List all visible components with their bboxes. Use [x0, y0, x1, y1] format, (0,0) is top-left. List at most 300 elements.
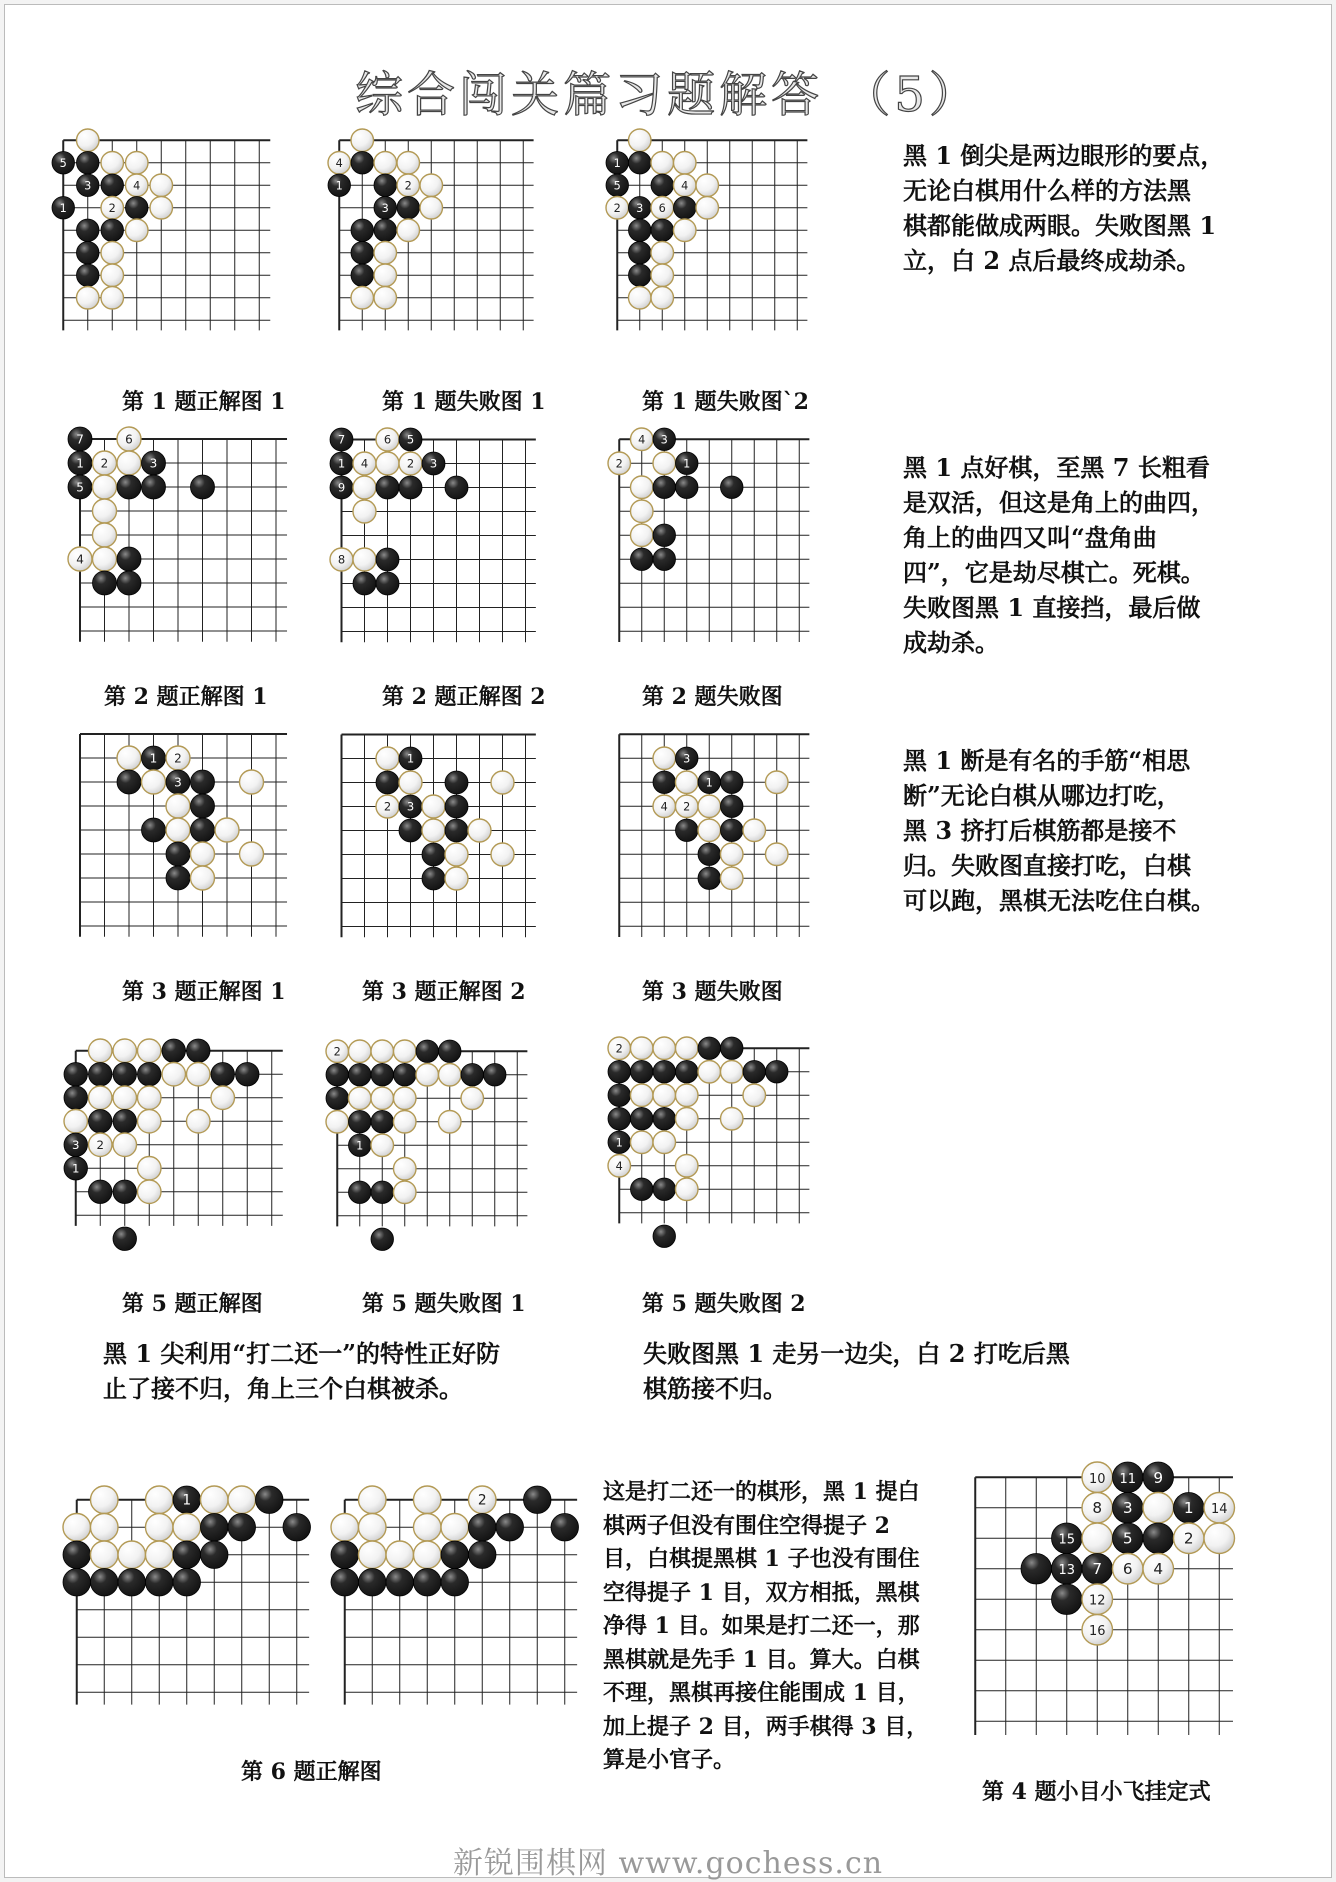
white-stone: [166, 818, 190, 842]
white-stone: [215, 818, 239, 842]
move-number: 3: [149, 456, 158, 471]
white-stone: [651, 241, 674, 264]
black-stone: [89, 1110, 113, 1134]
move-number: 2: [615, 1042, 623, 1056]
white-stone: [651, 196, 674, 219]
white-stone: [397, 174, 420, 197]
white-stone: [651, 151, 674, 174]
white-stone: [138, 1180, 162, 1204]
white-stone: [187, 1063, 211, 1087]
caption-p5c: 第 5 题失败图 2: [642, 1291, 806, 1317]
caption-p3c: 第 3 题失败图: [642, 979, 783, 1005]
white-stone: [376, 795, 399, 818]
white-stone: [606, 196, 629, 219]
move-number: 2: [682, 800, 691, 814]
black-stone: [351, 241, 374, 264]
black-stone: [445, 819, 468, 842]
move-number: 1: [149, 751, 158, 766]
black-stone: [353, 572, 376, 595]
black-stone: [63, 1541, 91, 1569]
black-stone: [191, 818, 215, 842]
black-stone: [351, 219, 374, 242]
white-stone: [673, 174, 696, 197]
move-number: 3: [174, 775, 182, 790]
move-number: 5: [76, 480, 84, 495]
black-stone: [397, 196, 420, 219]
white-stone: [651, 286, 674, 309]
black-stone: [228, 1514, 256, 1542]
black-stone: [399, 476, 422, 499]
white-stone: [138, 1157, 162, 1181]
white-stone: [675, 1154, 698, 1177]
black-stone: [330, 428, 353, 451]
black-stone: [461, 1063, 484, 1086]
move-number: 5: [59, 156, 67, 170]
black-stone: [201, 1541, 229, 1569]
white-stone: [348, 1040, 371, 1063]
black-stone: [608, 1131, 631, 1154]
white-stone: [374, 286, 397, 309]
white-stone: [397, 151, 420, 174]
white-stone: [101, 286, 124, 309]
board-p2c: [606, 426, 813, 645]
move-number: 6: [125, 432, 133, 447]
white-stone: [1082, 1584, 1113, 1615]
white-stone: [445, 867, 468, 890]
caption-p1b: 第 1 题失败图 1: [382, 389, 546, 415]
white-stone: [191, 842, 215, 866]
black-stone: [374, 219, 397, 242]
black-stone: [608, 1107, 631, 1130]
white-stone: [93, 475, 117, 499]
white-stone: [138, 1086, 162, 1110]
black-stone: [469, 1514, 497, 1542]
white-stone: [89, 1086, 113, 1110]
caption-p1a: 第 1 题正解图 1: [122, 389, 286, 415]
white-stone: [393, 1110, 416, 1133]
move-number: 4: [335, 156, 343, 170]
black-stone: [1051, 1584, 1082, 1615]
white-stone: [422, 819, 445, 842]
black-stone: [166, 770, 190, 794]
black-stone: [675, 452, 698, 475]
white-stone: [173, 1514, 201, 1542]
black-stone: [117, 571, 141, 595]
black-stone: [653, 771, 676, 794]
black-stone: [187, 1039, 211, 1063]
white-stone: [698, 1060, 721, 1083]
white-stone: [330, 548, 353, 571]
white-stone: [138, 1110, 162, 1134]
move-number: 1: [335, 179, 343, 193]
move-number: 1: [613, 156, 621, 170]
white-stone: [422, 795, 445, 818]
move-number: 1: [337, 456, 345, 471]
black-stone: [68, 451, 92, 475]
black-stone: [422, 843, 445, 866]
white-stone: [191, 866, 215, 890]
move-number: 6: [658, 201, 666, 215]
white-stone: [138, 1039, 162, 1063]
white-stone: [630, 1131, 653, 1154]
white-stone: [371, 1134, 394, 1157]
white-stone: [91, 1514, 119, 1542]
move-number: 2: [96, 1138, 105, 1153]
black-stone: [113, 1063, 137, 1087]
move-number: 3: [1122, 1498, 1133, 1517]
white-stone: [374, 151, 397, 174]
black-stone: [698, 867, 721, 890]
black-stone: [399, 428, 422, 451]
move-number: 3: [72, 1138, 80, 1153]
black-stone: [371, 1063, 394, 1086]
move-number: 1: [72, 1161, 80, 1176]
move-number: 2: [174, 751, 182, 766]
black-stone: [608, 1060, 631, 1083]
white-stone: [1204, 1492, 1235, 1523]
board-p5a: [62, 1037, 286, 1229]
white-stone: [720, 843, 743, 866]
white-stone: [1082, 1492, 1113, 1523]
black-stone: [211, 1063, 235, 1087]
black-stone: [330, 476, 353, 499]
black-stone: [630, 1107, 653, 1130]
white-stone: [353, 452, 376, 475]
board-p1a: [50, 127, 273, 334]
white-stone: [630, 428, 653, 451]
white-stone: [125, 219, 148, 242]
white-stone: [393, 1087, 416, 1110]
white-stone: [376, 747, 399, 770]
black-stone: [142, 746, 166, 770]
white-stone: [76, 129, 99, 152]
white-stone: [125, 151, 148, 174]
white-stone: [630, 524, 653, 547]
white-stone: [89, 1039, 113, 1063]
black-stone: [283, 1514, 311, 1542]
move-number: 4: [360, 456, 368, 471]
black-stone: [326, 1087, 349, 1110]
white-stone: [1173, 1523, 1204, 1554]
white-stone: [628, 129, 651, 152]
white-stone: [187, 1110, 211, 1134]
white-stone: [113, 1086, 137, 1110]
move-number: 4: [1153, 1559, 1163, 1578]
move-number: 7: [76, 432, 84, 447]
black-stone: [720, 795, 743, 818]
black-stone: [191, 794, 215, 818]
black-stone: [76, 241, 99, 264]
board-p3c: [606, 721, 813, 940]
black-stone: [348, 1063, 371, 1086]
white-stone: [351, 286, 374, 309]
black-stone: [173, 1569, 201, 1597]
white-stone: [118, 1541, 146, 1569]
black-stone: [1021, 1553, 1052, 1584]
white-stone: [696, 196, 719, 219]
move-number: 2: [383, 799, 391, 814]
white-stone: [491, 843, 514, 866]
white-stone: [113, 1039, 137, 1063]
move-number: 9: [1153, 1468, 1163, 1487]
white-stone: [673, 151, 696, 174]
caption-p3a: 第 3 题正解图 1: [122, 979, 286, 1005]
black-stone: [64, 1063, 88, 1087]
white-stone: [397, 219, 420, 242]
black-stone: [52, 196, 75, 219]
move-number: 9: [337, 480, 345, 495]
move-number: 1: [182, 1492, 192, 1509]
white-stone: [673, 219, 696, 242]
board-p1c: [604, 127, 811, 334]
white-stone: [608, 1154, 631, 1177]
move-number: 4: [660, 800, 668, 814]
move-number: 5: [1122, 1529, 1133, 1548]
black-stone: [628, 219, 651, 242]
black-stone: [551, 1514, 579, 1542]
white-stone: [414, 1514, 442, 1542]
white-stone: [359, 1486, 387, 1514]
black-stone: [653, 476, 676, 499]
caption-p2a: 第 2 题正解图 1: [104, 684, 268, 710]
text-p6: 这是打二还一的棋形，黑 1 提白 棋两子但没有围住空得提子 2 目，白棋提黑棋 1 子也没有围住 空得提子 1 目，双方相抵，黑棋 净得 1 目。如果是打二还一，那 黑棋就是先手 1 目。算大。白棋 不理，黑棋再接住能围成 1 目， 加上提子 2 目，两手棋得 3 目， 算是小官子。: [603, 1479, 929, 1773]
black-stone: [376, 771, 399, 794]
move-number: 3: [635, 201, 644, 215]
black-stone: [331, 1541, 359, 1569]
caption-p3b: 第 3 题正解图 2: [362, 979, 526, 1005]
black-stone: [166, 866, 190, 890]
move-number: 13: [1058, 1562, 1075, 1578]
black-stone: [89, 1063, 113, 1087]
white-stone: [630, 1084, 653, 1107]
black-stone: [374, 196, 397, 219]
black-stone: [68, 475, 92, 499]
black-stone: [64, 1157, 88, 1181]
black-stone: [376, 476, 399, 499]
white-stone: [438, 1110, 461, 1133]
board-p3a: [66, 720, 290, 940]
text-p3: 黑 1 断是有名的手筋“相思 断”无论白棋从哪边打吃， 黑 3 挤打后棋筋都是接不 归。失败图直接打吃，白棋 可以跑，黑棋无法吃住白棋。: [903, 746, 1215, 915]
white-stone: [608, 452, 631, 475]
white-stone: [146, 1486, 174, 1514]
white-stone: [675, 795, 698, 818]
white-stone: [630, 500, 653, 523]
black-stone: [117, 770, 141, 794]
move-number: 1: [615, 1136, 623, 1150]
white-stone: [416, 1063, 439, 1086]
white-stone: [117, 746, 141, 770]
white-stone: [348, 1087, 371, 1110]
white-stone: [393, 1157, 416, 1180]
black-stone: [162, 1039, 186, 1063]
move-number: 16: [1088, 1623, 1106, 1639]
footer-watermark: 新锐围棋网 www.gochess.cn: [452, 1846, 884, 1881]
black-stone: [630, 1178, 653, 1201]
black-stone: [653, 524, 676, 547]
black-stone: [630, 548, 653, 571]
white-stone: [201, 1486, 229, 1514]
caption-p5a: 第 5 题正解图: [122, 1291, 263, 1317]
black-stone: [52, 151, 75, 174]
black-stone: [91, 1569, 119, 1597]
black-stone: [1051, 1553, 1082, 1584]
white-stone: [420, 196, 443, 219]
white-stone: [1204, 1523, 1235, 1554]
white-stone: [469, 1486, 497, 1514]
board-p1b: [326, 127, 537, 334]
black-stone: [441, 1541, 469, 1569]
black-stone: [191, 475, 215, 499]
white-stone: [720, 1107, 743, 1130]
white-stone: [113, 1133, 137, 1157]
black-stone: [236, 1063, 260, 1087]
white-stone: [240, 842, 264, 866]
white-stone: [491, 771, 514, 794]
black-stone: [117, 547, 141, 571]
white-stone: [720, 867, 743, 890]
white-stone: [376, 452, 399, 475]
caption-p5b: 第 5 题失败图 1: [362, 1291, 526, 1317]
white-stone: [353, 548, 376, 571]
black-stone: [331, 1569, 359, 1597]
black-stone: [445, 476, 468, 499]
black-stone: [256, 1486, 284, 1514]
white-stone: [461, 1087, 484, 1110]
black-stone: [64, 1133, 88, 1157]
white-stone: [371, 1040, 394, 1063]
white-stone: [653, 1037, 676, 1060]
white-stone: [101, 151, 124, 174]
white-stone: [1143, 1553, 1174, 1584]
black-stone: [76, 219, 99, 242]
move-number: 3: [660, 433, 668, 447]
white-stone: [359, 1514, 387, 1542]
white-stone: [91, 1541, 119, 1569]
move-number: 2: [406, 456, 414, 471]
white-stone: [150, 196, 173, 219]
caption-p1c: 第 1 题失败图`2: [642, 389, 809, 415]
black-stone: [414, 1569, 442, 1597]
white-stone: [89, 1133, 113, 1157]
board-p2a: [66, 425, 290, 645]
black-stone: [76, 151, 99, 174]
move-number: 5: [613, 179, 621, 193]
caption-p2b: 第 2 题正解图 2: [382, 684, 546, 710]
black-stone: [483, 1063, 506, 1086]
caption-p4: 第 4 题小目小飞挂定式: [982, 1779, 1211, 1805]
white-stone: [353, 500, 376, 523]
white-stone: [211, 1086, 235, 1110]
move-number: 3: [381, 201, 389, 215]
board-p2b: [328, 426, 539, 645]
white-stone: [326, 1110, 349, 1133]
white-stone: [93, 547, 117, 571]
black-stone: [348, 1110, 371, 1133]
white-stone: [166, 794, 190, 818]
black-stone: [698, 1037, 721, 1060]
move-number: 4: [637, 433, 646, 447]
white-stone: [93, 499, 117, 523]
move-number: 2: [613, 201, 621, 215]
white-stone: [117, 451, 141, 475]
black-stone: [166, 842, 190, 866]
move-number: 2: [1183, 1529, 1194, 1548]
black-stone: [330, 452, 353, 475]
black-stone: [698, 771, 721, 794]
white-stone: [240, 770, 264, 794]
black-stone: [1051, 1523, 1082, 1554]
black-stone: [399, 819, 422, 842]
white-stone: [399, 771, 422, 794]
white-stone: [393, 1181, 416, 1204]
black-stone: [63, 1569, 91, 1597]
caption-p6: 第 6 题正解图: [241, 1759, 382, 1785]
black-stone: [371, 1228, 394, 1251]
move-number: 6: [1122, 1559, 1133, 1578]
move-number: 1: [76, 456, 84, 471]
black-stone: [376, 572, 399, 595]
black-stone: [76, 264, 99, 287]
white-stone: [675, 771, 698, 794]
white-stone: [765, 771, 788, 794]
black-stone: [608, 1084, 631, 1107]
move-number: 7: [1092, 1559, 1102, 1578]
black-stone: [386, 1569, 414, 1597]
black-stone: [653, 1225, 676, 1248]
black-stone: [201, 1514, 229, 1542]
black-stone: [68, 427, 92, 451]
move-number: 2: [100, 456, 109, 471]
black-stone: [606, 151, 629, 174]
black-stone: [1143, 1462, 1174, 1493]
black-stone: [351, 264, 374, 287]
white-stone: [146, 1514, 174, 1542]
white-stone: [142, 770, 166, 794]
black-stone: [675, 819, 698, 842]
white-stone: [228, 1486, 256, 1514]
white-stone: [653, 747, 676, 770]
white-stone: [101, 241, 124, 264]
white-stone: [146, 1541, 174, 1569]
black-stone: [191, 770, 215, 794]
white-stone: [743, 819, 766, 842]
black-stone: [142, 818, 166, 842]
white-stone: [331, 1514, 359, 1542]
white-stone: [125, 174, 148, 197]
black-stone: [138, 1063, 162, 1087]
white-stone: [630, 1037, 653, 1060]
white-stone: [371, 1087, 394, 1110]
black-stone: [142, 451, 166, 475]
black-stone: [1143, 1523, 1174, 1554]
white-stone: [653, 1084, 676, 1107]
white-stone: [326, 1040, 349, 1063]
move-number: 1: [682, 457, 691, 471]
white-stone: [438, 1063, 461, 1086]
text-p2: 黑 1 点好棋，至黑 7 长粗看 是双活，但这是角上的曲四， 角上的曲四又叫“盘角曲 四”，它是劫尽棋亡。死棋。 失败图黑 1 直接挡，最后做 成劫杀。: [903, 453, 1215, 657]
black-stone: [76, 174, 99, 197]
white-stone: [675, 1037, 698, 1060]
white-stone: [117, 427, 141, 451]
white-stone: [353, 476, 376, 499]
white-stone: [76, 286, 99, 309]
black-stone: [675, 747, 698, 770]
text-p5b: 失败图黑 1 走另一边尖，白 2 打吃后黑 棋筋接不归。: [643, 1339, 1070, 1403]
black-stone: [651, 219, 674, 242]
white-stone: [101, 196, 124, 219]
white-stone: [675, 1178, 698, 1201]
black-stone: [628, 151, 651, 174]
